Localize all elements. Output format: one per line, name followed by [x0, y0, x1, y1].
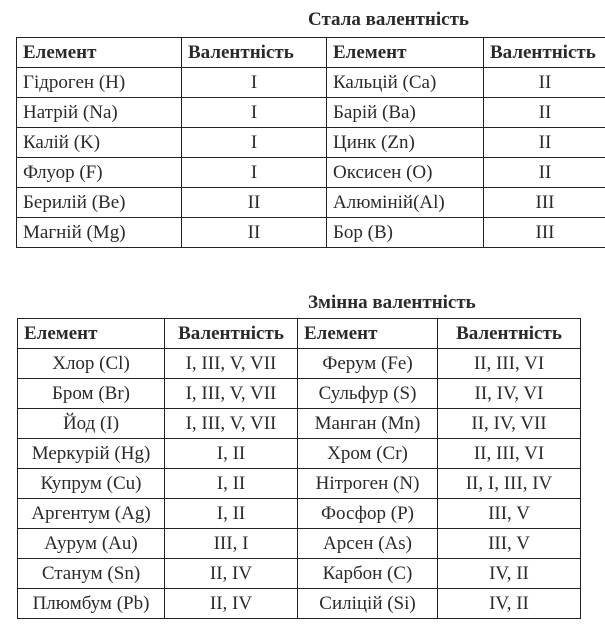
table-row — [17, 128, 605, 158]
table-row — [18, 409, 581, 439]
valence-cell: I, III, V, VII — [165, 379, 298, 409]
element-cell: Флуор (F) — [17, 158, 182, 188]
valence-cell: III, I — [165, 529, 298, 559]
element-cell: Манган (Mn) — [298, 409, 438, 439]
valence-cell: II — [484, 98, 605, 128]
table-row — [18, 559, 581, 589]
column-header: Елемент — [17, 38, 182, 68]
element-cell: Ферум (Fe) — [298, 349, 438, 379]
valence-cell: II — [484, 68, 605, 98]
valence-cell: I, III, V, VII — [165, 409, 298, 439]
valence-cell: I, II — [165, 439, 298, 469]
valence-cell: IV, II — [438, 559, 581, 589]
valence-cell: I, II — [165, 499, 298, 529]
constant-valence-table — [16, 37, 605, 248]
column-header: Елемент — [18, 319, 165, 349]
element-cell: Бром (Br) — [18, 379, 165, 409]
valence-cell: III, V — [438, 529, 581, 559]
element-cell: Бор (B) — [327, 218, 484, 248]
valence-cell: II — [182, 188, 327, 218]
element-cell: Сульфур (S) — [298, 379, 438, 409]
column-header: Валентність — [484, 38, 605, 68]
element-cell: Хлор (Cl) — [18, 349, 165, 379]
element-cell: Арсен (As) — [298, 529, 438, 559]
element-cell: Оксисен (O) — [327, 158, 484, 188]
table-row — [17, 218, 605, 248]
valence-cell: II, III, VI — [438, 349, 581, 379]
element-cell: Алюміній(Al) — [327, 188, 484, 218]
element-cell: Нітроген (N) — [298, 469, 438, 499]
valence-cell: II — [484, 128, 605, 158]
valence-cell: III, V — [438, 499, 581, 529]
variable-valence-table — [17, 318, 581, 619]
element-cell: Плюмбум (Pb) — [18, 589, 165, 619]
element-cell: Карбон (C) — [298, 559, 438, 589]
table-row — [18, 469, 581, 499]
element-cell: Меркурій (Hg) — [18, 439, 165, 469]
valence-cell: IV, II — [438, 589, 581, 619]
column-header: Елемент — [327, 38, 484, 68]
valence-cell: I, III, V, VII — [165, 349, 298, 379]
valence-cell: I — [182, 128, 327, 158]
table-row — [18, 379, 581, 409]
element-cell: Цинк (Zn) — [327, 128, 484, 158]
element-cell: Берилій (Be) — [17, 188, 182, 218]
table-row — [18, 499, 581, 529]
element-cell: Магній (Mg) — [17, 218, 182, 248]
table-row — [18, 349, 581, 379]
table-row — [17, 68, 605, 98]
element-cell: Хром (Cr) — [298, 439, 438, 469]
table-row — [17, 98, 605, 128]
valence-cell: II, IV — [165, 589, 298, 619]
valence-cell: II — [484, 158, 605, 188]
valence-cell: I, II — [165, 469, 298, 499]
table-row — [18, 589, 581, 619]
table-row — [18, 439, 581, 469]
valence-cell: II, IV, VII — [438, 409, 581, 439]
valence-cell: II, I, III, IV — [438, 469, 581, 499]
column-header: Валентність — [182, 38, 327, 68]
valence-cell: II, IV, VI — [438, 379, 581, 409]
column-header: Валентність — [165, 319, 298, 349]
element-cell: Натрій (Na) — [17, 98, 182, 128]
valence-cell: III — [484, 218, 605, 248]
constant-valence-title: Стала валентність — [308, 9, 469, 30]
element-cell: Йод (I) — [18, 409, 165, 439]
valence-cell: III — [484, 188, 605, 218]
column-header: Валентність — [438, 319, 581, 349]
element-cell: Силіцій (Si) — [298, 589, 438, 619]
valence-cell: II, IV — [165, 559, 298, 589]
table-header-row — [17, 38, 605, 68]
element-cell: Гідроген (H) — [17, 68, 182, 98]
valence-cell: II — [182, 218, 327, 248]
column-header: Елемент — [298, 319, 438, 349]
table-row — [17, 158, 605, 188]
valence-cell: I — [182, 98, 327, 128]
valence-cell: I — [182, 68, 327, 98]
table-header-row — [18, 319, 581, 349]
valence-cell: II, III, VI — [438, 439, 581, 469]
valence-cell: I — [182, 158, 327, 188]
element-cell: Аргентум (Ag) — [18, 499, 165, 529]
element-cell: Станум (Sn) — [18, 559, 165, 589]
element-cell: Кальцій (Ca) — [327, 68, 484, 98]
variable-valence-title: Змінна валентність — [308, 292, 476, 313]
table-row — [18, 529, 581, 559]
element-cell: Барій (Ba) — [327, 98, 484, 128]
table-row — [17, 188, 605, 218]
element-cell: Аурум (Au) — [18, 529, 165, 559]
element-cell: Купрум (Cu) — [18, 469, 165, 499]
element-cell: Фосфор (P) — [298, 499, 438, 529]
element-cell: Калій (K) — [17, 128, 182, 158]
